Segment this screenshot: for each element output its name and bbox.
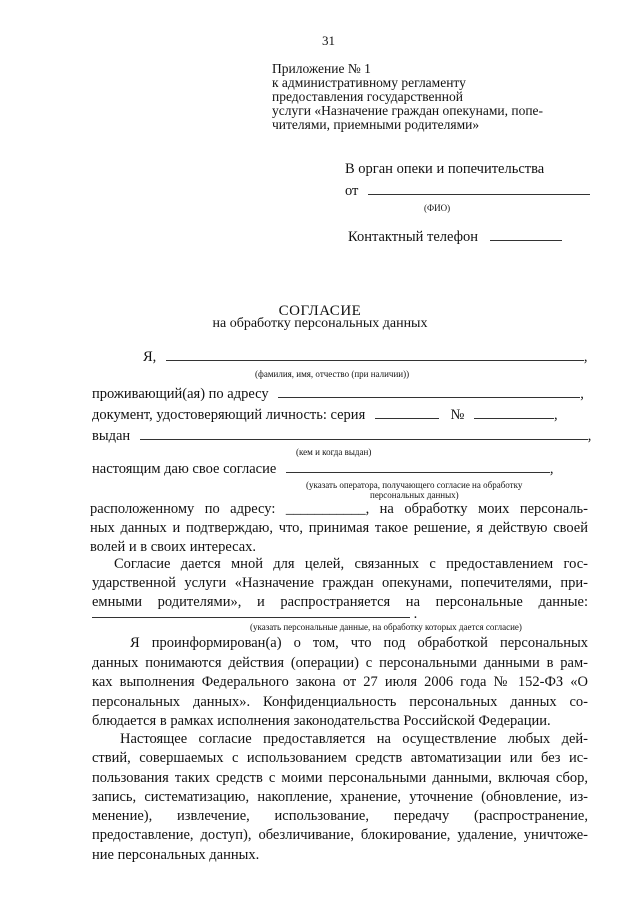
operator-caption: (указать оператора, получающего согласие на обработку [306, 480, 523, 490]
paragraph-line: расположенному по адресу: ___________, на обработку моих персональ- [90, 501, 588, 517]
paragraph-4 [92, 730, 588, 865]
appendix-line: к административному регламенту [272, 75, 466, 90]
appendix-header [272, 62, 543, 132]
paragraph-1 [90, 500, 588, 557]
addressee-from [345, 183, 590, 200]
addressee-organ: В орган опеки и попечительства [345, 161, 545, 177]
phone-field[interactable] [490, 239, 562, 241]
paragraph-line: Я проинформирован(а) о том, что под обработкой персональных [130, 635, 588, 651]
paragraph-line: персональных данных». Конфиденциальность персональных данных со- [92, 693, 588, 710]
paragraph-line: ударственной услуги «Назначение граждан опекунами, попечителями, при- [92, 575, 588, 591]
name-caption: (фамилия, имя, отчество (при наличии)) [255, 369, 410, 379]
operator-caption-2: персональных данных) [370, 490, 459, 500]
document-label: документ, удостоверяющий личность: серия [92, 407, 366, 423]
number-field[interactable] [474, 417, 554, 419]
phone-row [348, 229, 562, 246]
from-label: от [345, 183, 359, 199]
from-field[interactable] [368, 193, 590, 195]
appendix-line: Приложение № 1 [272, 61, 371, 76]
comma: , [583, 349, 588, 365]
issued-row [92, 428, 591, 445]
appendix-line: чителями, приемными родителями» [272, 117, 480, 132]
paragraph-3 [92, 634, 588, 732]
data-row [92, 606, 417, 623]
paragraph-line: ние персональных данных. [92, 846, 260, 863]
paragraph-line: ных данных и подтверждаю, что, принимая такое решение, я действую своей [90, 520, 588, 536]
document-title: СОГЛАСИЕ [278, 303, 362, 319]
paragraph-line: емными родителями», и распространяется на персональные данные: [92, 594, 588, 610]
appendix-line: предоставления государственной [272, 89, 463, 104]
comma: , [549, 461, 554, 477]
paragraph-line: данных понимаются действия (операции) с персональными данными в рам- [92, 654, 588, 671]
issued-label: выдан [92, 428, 131, 444]
paragraph-line: предоставление, доступ), обезличивание, блокирование, удаление, уничтоже- [92, 827, 588, 844]
paragraph-line: блюдается в рамках исполнения законодательства Российской Федерации. [92, 713, 551, 729]
paragraph-line: пользования таких средств с моими персональными данными, включая сбор, [92, 769, 588, 786]
page-number: 31 [322, 33, 335, 48]
paragraph-line: Настоящее согласие предоставляется на осуществление любых дей- [120, 731, 588, 747]
name-field[interactable] [166, 359, 584, 361]
consent-label: настоящим даю свое согласие [92, 461, 277, 477]
comma: , [580, 386, 584, 402]
paragraph-2 [92, 555, 588, 612]
issued-field[interactable] [140, 438, 588, 440]
document-subtitle: на обработку персональных данных [212, 316, 428, 331]
personal-data-field[interactable] [92, 616, 410, 618]
data-caption: (указать персональные данные, на обработку которых дается согласие) [250, 622, 522, 632]
paragraph-line: запись, систематизацию, накопление, хранение, уточнение (обновление, из- [92, 788, 588, 805]
paragraph-line: ствий, совершаемых с использованием средств автоматизации или без ис- [92, 750, 588, 767]
address-row [92, 386, 584, 403]
comma: , [587, 428, 592, 444]
operator-field[interactable] [286, 471, 550, 473]
phone-label: Контактный телефон [348, 229, 479, 245]
document-row [92, 407, 558, 424]
series-field[interactable] [375, 417, 439, 419]
paragraph-line: менение), извлечение, использование, передачу (распространение, [92, 808, 588, 825]
fio-caption: (ФИО) [424, 203, 451, 213]
i-label: Я, [143, 349, 157, 365]
appendix-line: услуги «Назначение граждан опекунами, попе- [272, 103, 544, 118]
address-field[interactable] [278, 396, 580, 398]
address-label: проживающий(ая) по адресу [92, 386, 269, 402]
consent-row [92, 461, 554, 478]
paragraph-line: ках выполнения Федерального закона от 27 июля 2006 года № 152-ФЗ «О [92, 674, 588, 690]
paragraph-line: волей и в своих интересах. [90, 539, 257, 555]
issued-caption: (кем и когда выдан) [296, 447, 372, 457]
paragraph-line: Согласие дается мной для целей, связанных с предоставлением гос- [114, 556, 588, 572]
number-sign: № [450, 407, 465, 423]
name-row [143, 349, 588, 366]
comma: , [553, 407, 558, 423]
dot: . [413, 606, 418, 622]
